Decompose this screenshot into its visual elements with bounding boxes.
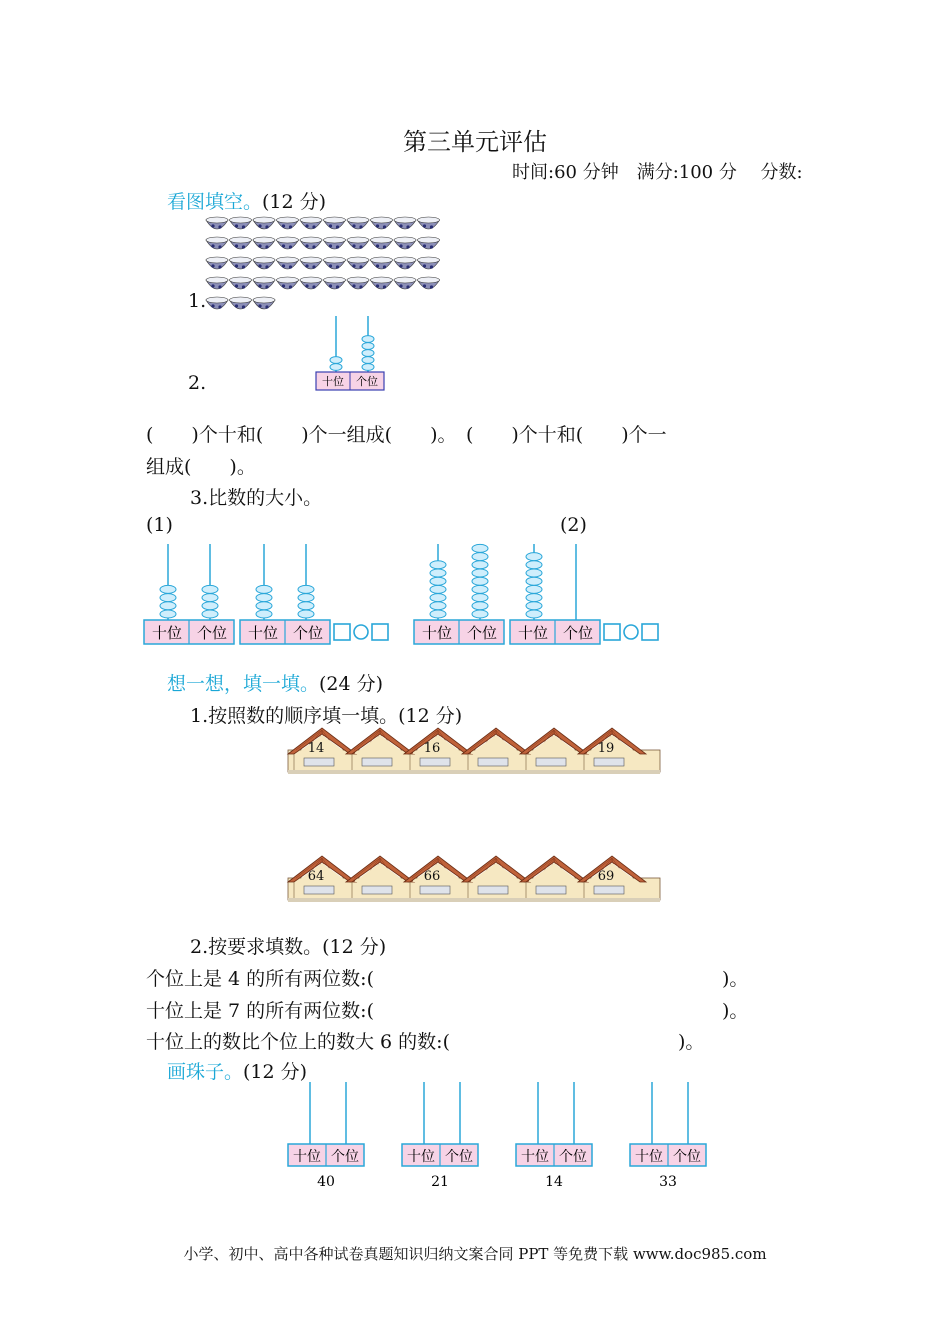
house-number: 64 [307, 869, 325, 884]
s2-line2: 十位上是 7 的所有两位数:( [146, 1000, 374, 1022]
compare-abaci [140, 538, 670, 650]
bowl [206, 277, 228, 289]
abacus-label-ones: 个位 [673, 1149, 701, 1165]
bead-ones [472, 610, 488, 618]
bead-tens [430, 585, 446, 593]
answer-box [642, 624, 658, 640]
section1-title: 看图填空。 [167, 191, 263, 213]
bead-tens [160, 585, 176, 593]
abacus-number: 14 [545, 1174, 563, 1190]
bead-ones [362, 350, 374, 357]
s2-line2-end: )。 [722, 1000, 749, 1022]
bowl [206, 297, 228, 309]
empty-abacus [402, 1082, 478, 1190]
abacus-label-ones: 个位 [466, 624, 498, 642]
abacus-label-tens: 十位 [635, 1149, 663, 1165]
houses-row-2 [286, 854, 666, 906]
abacus-label-tens: 十位 [421, 624, 453, 642]
bowl [277, 257, 299, 269]
bowl [371, 257, 393, 269]
bowl [230, 277, 252, 289]
s2-line3: 十位上的数比个位上的数大 6 的数:( [146, 1031, 450, 1053]
bowls-image [200, 212, 445, 312]
footer: 小学、初中、高中各种试卷真题知识归纳文案合同 PPT 等免费下载 www.doc985.com [183, 1245, 767, 1263]
answer-box [334, 624, 350, 640]
bead-ones [298, 602, 314, 610]
answer-box [604, 624, 620, 640]
bead-ones [362, 357, 374, 364]
bowl [418, 277, 440, 289]
bowl [277, 277, 299, 289]
bead-ones [202, 610, 218, 618]
bowl [418, 217, 440, 229]
bowl [324, 257, 346, 269]
answer-box [372, 624, 388, 640]
bowl [300, 217, 322, 229]
bowl [253, 217, 275, 229]
bowl [371, 277, 393, 289]
q2-abacus [310, 312, 390, 394]
q3-part1: (1) [146, 514, 173, 536]
bead-ones [472, 544, 488, 552]
q3-part2: (2) [560, 514, 587, 536]
abacus-label-ones: 个位 [331, 1149, 359, 1165]
bead-ones [472, 594, 488, 602]
draw-beads-abaci [280, 1080, 720, 1192]
bowl [347, 237, 369, 249]
bead-tens [330, 357, 342, 364]
bowl [277, 217, 299, 229]
abacus-label-tens: 十位 [247, 624, 279, 642]
section1-heading [167, 187, 326, 214]
bowl [418, 237, 440, 249]
houses-row-1 [286, 726, 666, 778]
abacus-label-tens: 十位 [407, 1149, 435, 1165]
abacus-label-ones: 个位 [196, 624, 228, 642]
bowl [324, 237, 346, 249]
bead-tens [160, 610, 176, 618]
section2-score: (24 分) [319, 673, 384, 695]
bead-ones [472, 569, 488, 577]
bead-tens [256, 585, 272, 593]
bead-tens [430, 561, 446, 569]
bead-tens [430, 569, 446, 577]
bead-ones [202, 602, 218, 610]
section2-title: 想一想，填一填。 [167, 673, 320, 695]
bead-ones [298, 594, 314, 602]
abacus-number: 21 [431, 1174, 449, 1190]
bead-ones [472, 553, 488, 561]
bowl [253, 257, 275, 269]
s2-line3-end: )。 [678, 1031, 705, 1053]
bead-tens [330, 364, 342, 371]
bead-ones [472, 602, 488, 610]
s2-line1-end: )。 [722, 968, 749, 990]
bead-tens [526, 610, 542, 618]
bead-tens [526, 553, 542, 561]
s2-q1: 1.按照数的顺序填一填。(12 分) [190, 705, 463, 727]
abacus [510, 544, 600, 644]
bowl [418, 257, 440, 269]
bead-ones [298, 610, 314, 618]
abacus-label-ones: 个位 [562, 624, 594, 642]
bowl [394, 277, 416, 289]
bowl [230, 237, 252, 249]
bead-tens [430, 594, 446, 602]
abacus-label-ones: 个位 [356, 375, 378, 388]
bead-tens [160, 602, 176, 610]
bowl [253, 277, 275, 289]
bowl [324, 277, 346, 289]
bowl [324, 217, 346, 229]
bowl [253, 297, 275, 309]
bowl [300, 237, 322, 249]
bead-ones [362, 336, 374, 343]
bead-tens [430, 610, 446, 618]
bowl [230, 257, 252, 269]
fill-line-1: ( )个十和( )个一组成( )。 ( )个十和( )个一 [146, 424, 667, 446]
exam-meta: 时间:60 分钟 满分:100 分 分数: [512, 162, 803, 183]
abacus-label-ones: 个位 [559, 1149, 587, 1165]
bead-tens [526, 569, 542, 577]
house-number: 14 [307, 741, 325, 756]
bowl [206, 257, 228, 269]
bead-tens [256, 610, 272, 618]
bead-ones [472, 561, 488, 569]
section3-score: (12 分) [243, 1061, 308, 1083]
bowl [394, 217, 416, 229]
bowl [371, 237, 393, 249]
empty-abacus [516, 1082, 592, 1190]
abacus [240, 544, 330, 644]
bowl [206, 237, 228, 249]
empty-abacus [630, 1082, 706, 1190]
abacus-label-tens: 十位 [293, 1149, 321, 1165]
section1-score: (12 分) [262, 191, 327, 213]
abacus-number: 40 [317, 1174, 335, 1190]
bead-ones [202, 594, 218, 602]
abacus-label-tens: 十位 [151, 624, 183, 642]
fill-line-2: 组成( )。 [146, 456, 256, 478]
house-number: 66 [423, 869, 441, 884]
bowl [300, 277, 322, 289]
s2-q2: 2.按要求填数。(12 分) [190, 936, 387, 958]
bowl [230, 217, 252, 229]
s2-line1: 个位上是 4 的所有两位数:( [146, 968, 374, 990]
bead-ones [202, 585, 218, 593]
bead-tens [430, 577, 446, 585]
bead-tens [430, 602, 446, 610]
house-number: 69 [597, 869, 615, 884]
section3-title: 画珠子。 [167, 1061, 244, 1083]
bowl [277, 237, 299, 249]
bowl [347, 277, 369, 289]
house-base [288, 898, 660, 902]
bead-tens [256, 594, 272, 602]
bead-tens [160, 594, 176, 602]
bead-tens [526, 577, 542, 585]
bowl [394, 257, 416, 269]
bead-ones [298, 585, 314, 593]
abacus-label-ones: 个位 [445, 1149, 473, 1165]
bowl [206, 217, 228, 229]
bowl [371, 217, 393, 229]
page-title: 第三单元评估 [403, 128, 547, 156]
bowl [394, 237, 416, 249]
section2-heading [167, 669, 383, 696]
bead-ones [362, 364, 374, 371]
empty-abacus [288, 1082, 364, 1190]
bead-ones [362, 343, 374, 350]
bead-ones [472, 577, 488, 585]
abacus-label-tens: 十位 [322, 375, 344, 388]
bowl [300, 257, 322, 269]
abacus-label-tens: 十位 [521, 1149, 549, 1165]
abacus [144, 544, 234, 644]
q2-number: 2. [188, 372, 207, 394]
compare-circle [624, 625, 638, 639]
q1-number: 1. [188, 290, 207, 312]
bowl [347, 217, 369, 229]
bead-tens [526, 594, 542, 602]
house-base [288, 770, 660, 774]
bead-tens [526, 585, 542, 593]
bead-ones [472, 585, 488, 593]
abacus-label-tens: 十位 [517, 624, 549, 642]
abacus-number: 33 [659, 1174, 677, 1190]
bowl [253, 237, 275, 249]
q3-text: 3.比数的大小。 [190, 487, 323, 509]
abacus [414, 544, 504, 644]
bowl [230, 297, 252, 309]
house-number: 16 [423, 741, 441, 756]
bowl [347, 257, 369, 269]
compare-circle [354, 625, 368, 639]
house-number: 19 [597, 741, 615, 756]
bead-tens [526, 602, 542, 610]
bead-tens [256, 602, 272, 610]
abacus-label-ones: 个位 [292, 624, 324, 642]
bead-tens [526, 561, 542, 569]
